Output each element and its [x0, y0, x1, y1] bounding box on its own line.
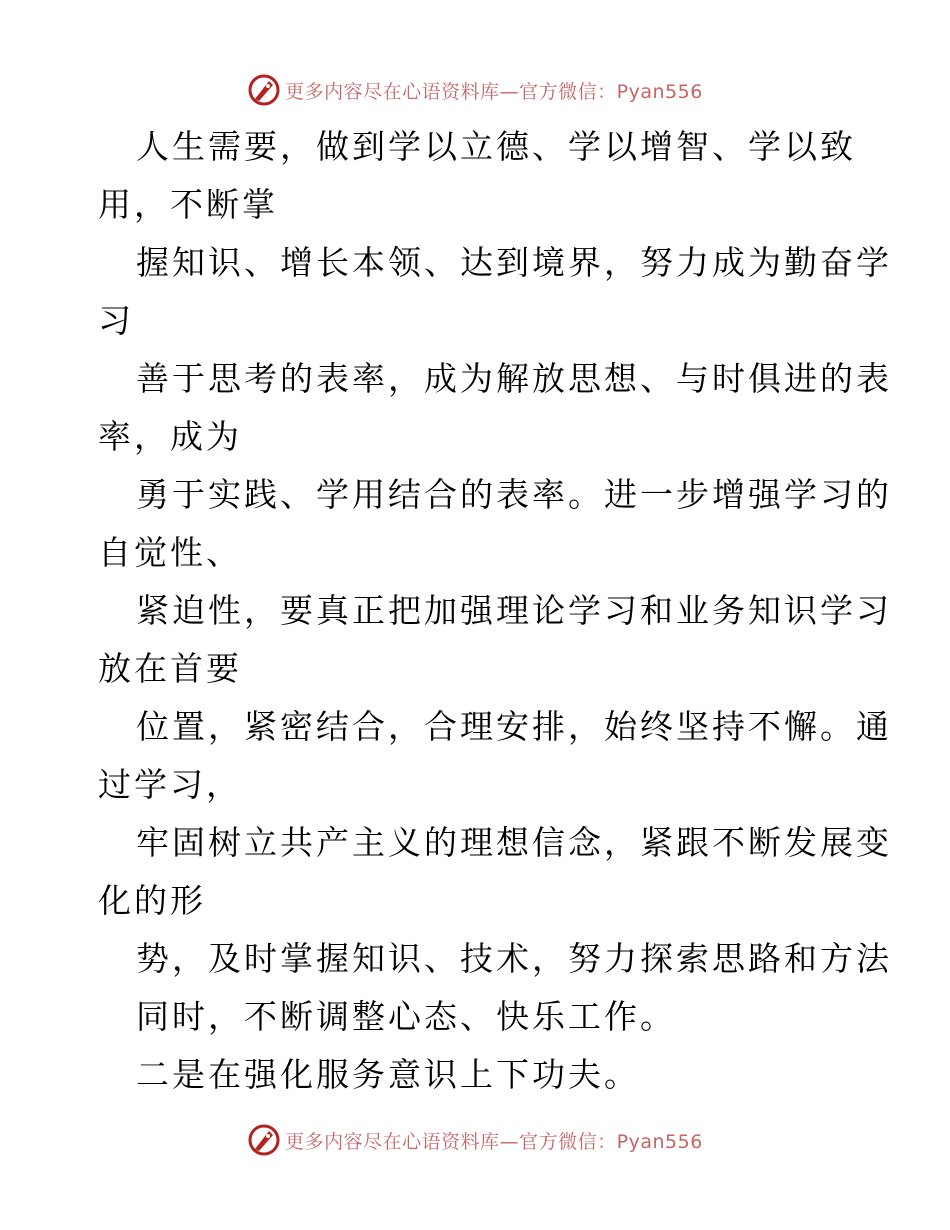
text-line: 握知识、增长本领、达到境界，努力成为勤奋学: [136, 243, 892, 282]
text-line: 同时，不断调整心态、快乐工作。: [136, 997, 676, 1036]
text-line: 勇于实践、学用结合的表率。进一步增强学习的: [136, 475, 892, 514]
text-line: 位置，紧密结合，合理安排，始终坚持不懈。通: [136, 707, 892, 746]
text-line: 用，不断掌: [98, 185, 278, 224]
text-line: 自觉性、: [98, 533, 242, 572]
text-line: 过学习，: [98, 765, 242, 804]
text-line: 牢固树立共产主义的理想信念，紧跟不断发展变: [136, 823, 892, 862]
text-line: 率，成为: [98, 417, 242, 456]
text-line: 习: [98, 301, 134, 340]
footer-banner: [0, 1120, 950, 1160]
header-banner-text: 更多内容尽在心语资料库—官方微信：Pyan556: [285, 80, 703, 103]
text-line: 势，及时掌握知识、技术，努力探索思路和方法: [136, 939, 892, 978]
text-line: 二是在强化服务意识上下功夫。: [136, 1055, 640, 1094]
text-line: 善于思考的表率，成为解放思想、与时俱进的表: [136, 359, 892, 398]
document-body: [98, 118, 892, 1104]
text-line: 人生需要，做到学以立德、学以增智、学以致: [136, 127, 856, 166]
pen-nib-logo-icon: [247, 73, 281, 107]
footer-banner-text: 更多内容尽在心语资料库—官方微信：Pyan556: [285, 1130, 703, 1153]
text-line: 放在首要: [98, 649, 242, 688]
text-line: 化的形: [98, 881, 206, 920]
text-line: 紧迫性，要真正把加强理论学习和业务知识学习: [136, 591, 892, 630]
header-banner: [0, 70, 950, 110]
pen-nib-logo-icon: [247, 1123, 281, 1157]
